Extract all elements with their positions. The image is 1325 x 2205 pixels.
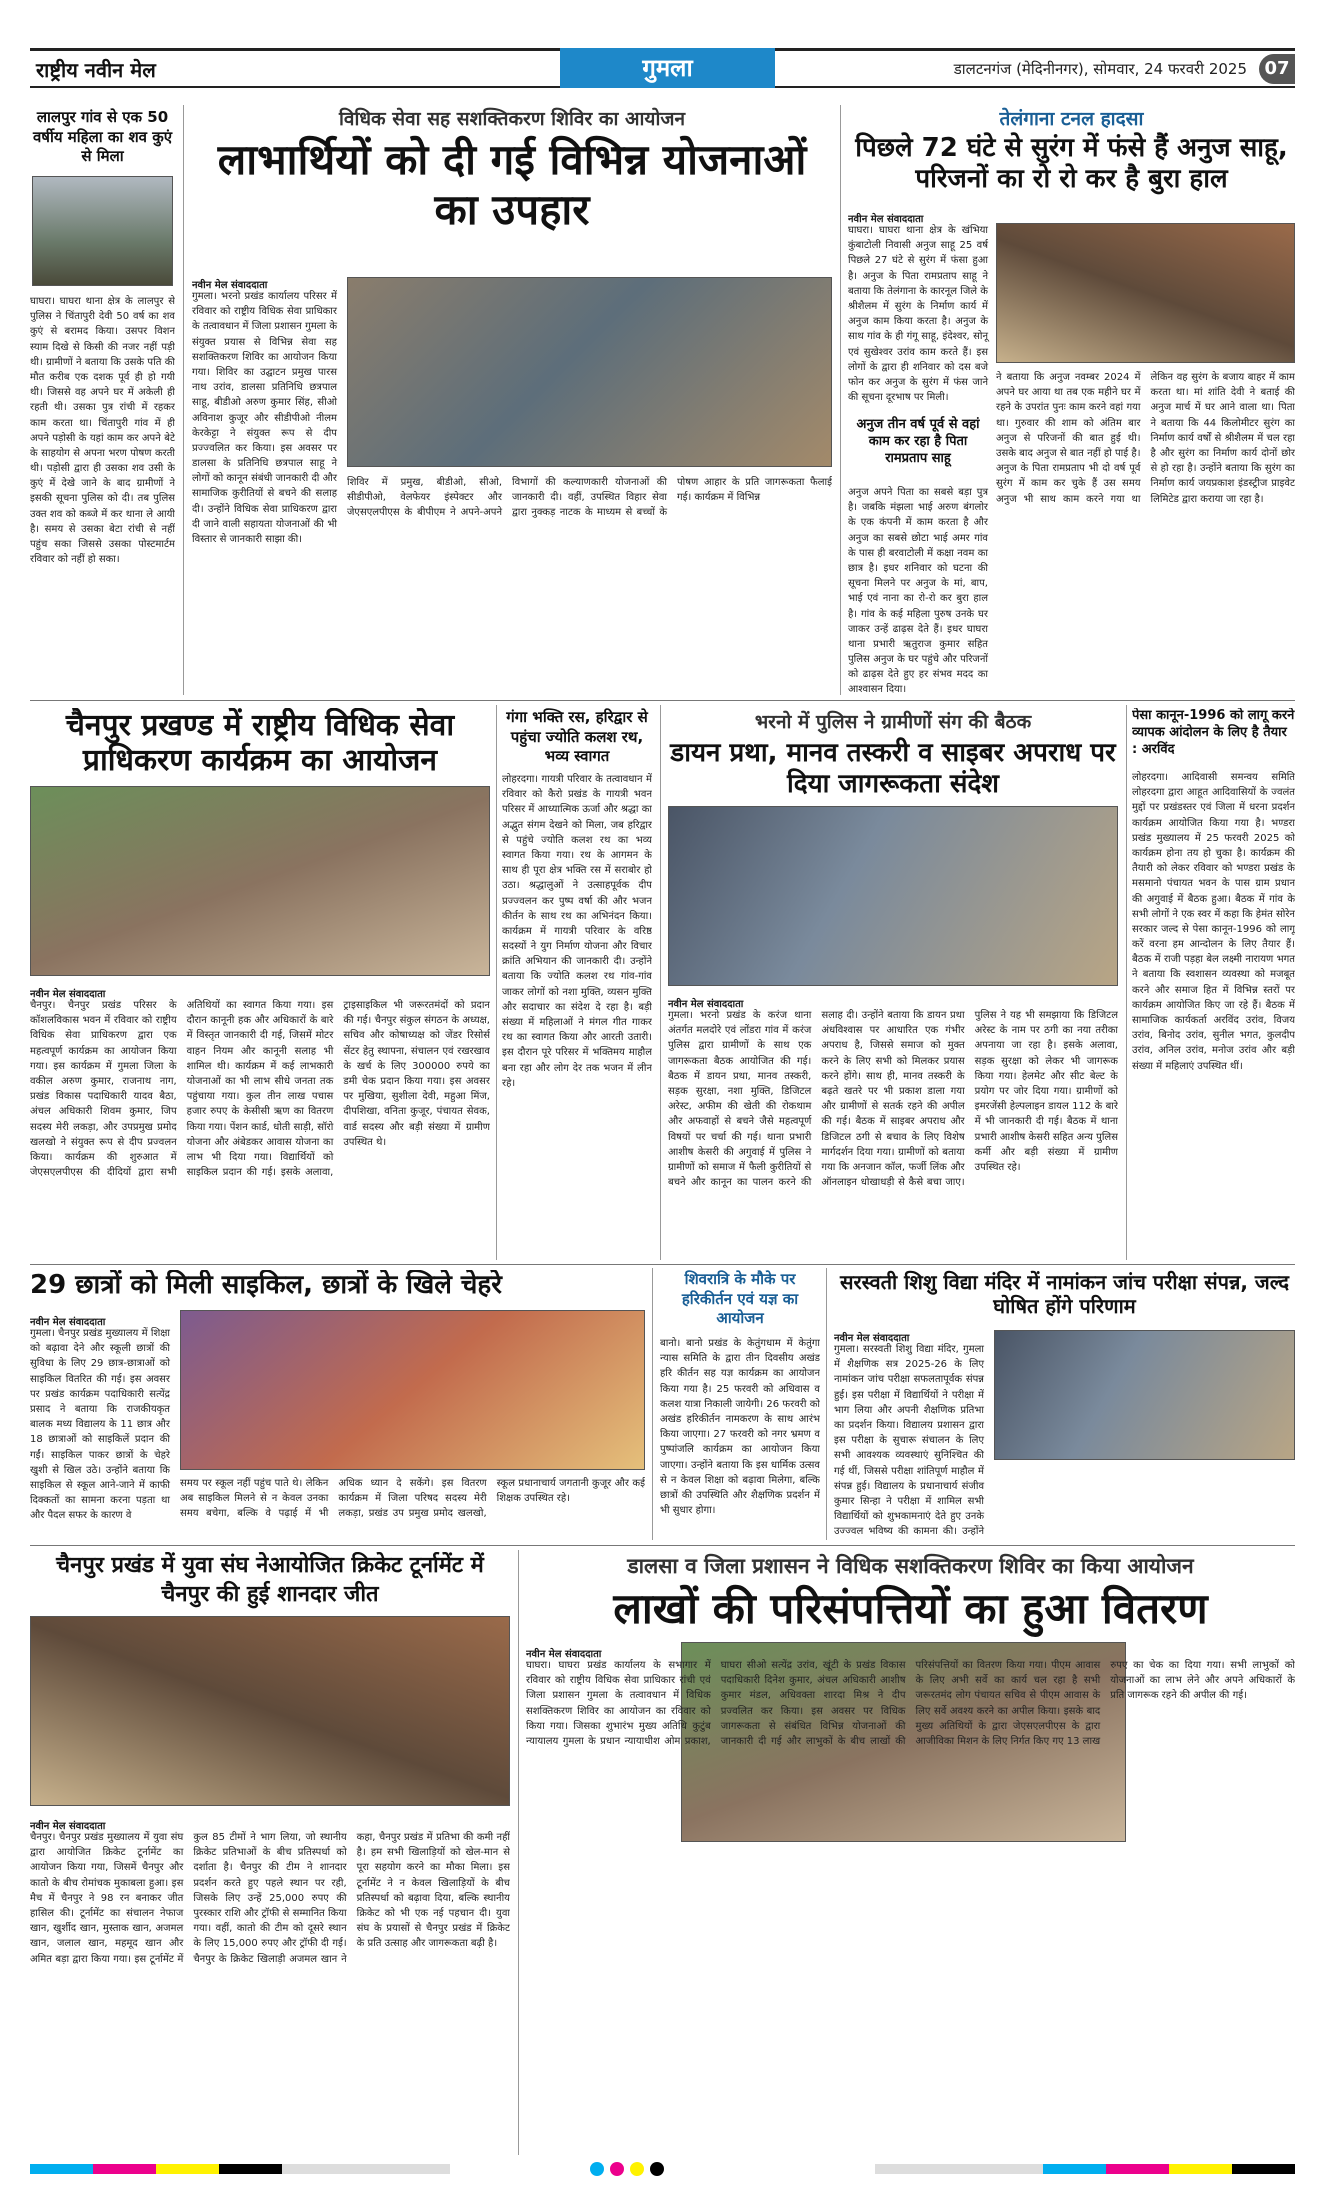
row-rule bbox=[30, 1264, 1295, 1265]
headline: शिवरात्रि के मौके पर हरिकीर्तन एवं यज्ञ का आयोजन bbox=[681, 1270, 799, 1327]
headline: पिछले 72 घंटे से सुरंग में फंसे हैं अनुज साहू, परिजनों का रो रो कर है बुरा हाल bbox=[855, 133, 1288, 194]
article-body-b: समय पर स्कूल नहीं पहुंच पाते थे। लेकिन अब साइकिल मिलने से न केवल उनका समय बचेगा, बल्कि वे पढ़ाई में भी अधिक ध्यान दे सकेंगे। इस वितरण कार्यक्रम में जिला परिषद सदस्य मेरी लकड़ा, प्रखंड उप प्रमुख प्रमोद खलखो, स्कूल प्रधानाचार्य जगतानी कुजूर और कई शिक्षक उपस्थित रहे। bbox=[180, 1478, 645, 1520]
family-photo bbox=[996, 223, 1295, 363]
byline: नवीन मेल संवाददाता bbox=[30, 1821, 106, 1832]
registration-mark bbox=[590, 2162, 604, 2176]
headline: चैनपुर प्रखंड में युवा संघ नेआयोजित क्रिकेट टूर्नामेंट में चैनपुर की हुई शानदार जीत bbox=[56, 1553, 484, 1607]
article-telangana bbox=[848, 105, 1295, 695]
article-body-b: ने बताया कि अनुज नवम्बर 2024 में अपने घर आया था तब एक महीने घर में रहने के उपरांत पुनः काम करने वहां गया था। गुरुवार की शाम को अंतिम बार अनुज से परिजनों की बात हुई थी। उसके बाद अनुज से बात नहीं हो पाई है। अनुज के पिता रामप्रताप भी दो वर्ष पूर्व सुरंग में काम कर चुके हैं उस समय अनुज भी साथ काम करने गया था लेकिन वह सुरंग के बजाय बाहर में काम करता था। मां शांति देवी ने बताई की अनुज मार्च में घर आने वाला था। पिता ने बताया कि 44 किलोमीटर सुरंग का निर्माण कार्य वर्षों से श्रीशैलम में चल रहा है और सुरंग का निर्माण कार्य दोनों छोर से हो रहा है। उन्होंने बताया कि सुरंग का निर्माण कार्य जयप्रकाश इंडस्ट्रीज प्राइवेट लिमिटेड द्वारा कराया जा रहा है। bbox=[996, 372, 1295, 505]
article-body: घाघरा। घाघरा प्रखंड कार्यालय के सभागार में रविवार को राष्ट्रीय विधिक सेवा प्राधिकार रांची एवं जिला प्रशासन गुमला के तत्वावधान में विधिक सशक्तिकरण शिविर का आयोजन का रविवार को किया गया। जिसका शुभारंभ मुख्य अतिथि कुटुंब न्यायालय गुमला के प्रधान न्यायाधीश ओम प्रकाश, घाघरा सीओ सत्येंद्र उरांव, खूंटी के प्रखंड विकास पदाधिकारी दिनेश कुमार, अंचल अधिकारी आशीष कुमार मंडल, अधिवक्ता शारदा मिश्र ने दीप प्रज्वलित कर किया। इस अवसर पर विधिक जागरूकता से संबंधित विभिन्न योजनाओं की जानकारी दी गई और लाभुकों के बीच लाखों की परिसंपत्तियों का वितरण किया गया। पीएम आवास के लिए अभी सर्वे का कार्य चल रहा है सभी जरूरतमंद लोग पंचायत सचिव से पीएम आवास के लिए सर्वे अवश्य करने का अपील किया। इसके बाद मुख्य अतिथियों के द्वारा जेएसएलपीएस के द्वारा आजीविका मिशन के लिए निर्गत किए गए 13 लाख रुपए का चेक का दिया गया। सभी लाभुकों को योजनाओं का लाभ लेने और अपने अधिकारों के प्रति जागरूक रहने की अपील की गई। bbox=[526, 1660, 1295, 1747]
cricket-photo bbox=[30, 1616, 510, 1806]
headline: डायन प्रथा, मानव तस्करी व साइबर अपराध पर दिया जागरूकता संदेश bbox=[670, 738, 1116, 799]
headline: लालपुर गांव से एक 50 वर्षीय महिला का शव कुएं से मिला bbox=[32, 108, 173, 165]
byline: नवीन मेल संवाददाता bbox=[192, 280, 268, 291]
byline: नवीन मेल संवाददाता bbox=[30, 1317, 106, 1328]
headline: सरस्वती शिशु विद्या मंदिर में नामांकन जांच परीक्षा संपन्न, जल्द घोषित होंगे परिणाम bbox=[839, 1270, 1289, 1319]
article-lalpur bbox=[30, 108, 175, 608]
headline: पेसा कानून-1996 को लागू करने व्यापक आंदोलन के लिए है तैयार : अरविंद bbox=[1132, 708, 1295, 757]
article-pesa bbox=[1132, 708, 1295, 1258]
well-photo bbox=[32, 176, 173, 286]
column-rule bbox=[518, 1550, 519, 2155]
article-dayan-pratha bbox=[668, 708, 1118, 1258]
column-rule bbox=[1126, 705, 1127, 1260]
color-bar-right bbox=[875, 2164, 1295, 2174]
article-legal-camp bbox=[192, 105, 832, 695]
article-body-left: गुमला। भरनो प्रखंड कार्यालय परिसर में रविवार को राष्ट्रीय विधिक सेवा प्राधिकार के तत्वावधान में जिला प्रशासन गुमला के संयुक्त प्रयास से विभिन्न सेवा सह सशक्तिकरण शिविर का आयोजन किया गया। शिविर का उद्घाटन प्रमुख पारस नाथ उरांव, डालसा प्रतिनिधि छत्रपाल साहू, बीडीओ अरुण कुमार सिंह, सीओ अविनाश कुजूर और सीडीपीओ नीलम केरकेट्टा ने संयुक्त रूप से दीप प्रज्ज्वलित कर किया। इस अवसर पर डालसा के प्रतिनिधि छत्रपाल साहू ने लोगों को कानून संबंधी जानकारी दी और सामाजिक कुरीतियों से बचने की सलाह दी। उन्होंने विधिक सेवा प्राधिकरण द्वारा दी जाने वाली सहायता योजनाओं की भी विस्तार से जानकारी साझा की। bbox=[192, 291, 337, 545]
column-rule bbox=[496, 705, 497, 1260]
headline: गंगा भक्ति रस, हरिद्वार से पहुंचा ज्योति कलश रथ, भव्य स्वागत bbox=[506, 708, 648, 765]
cycles-photo bbox=[180, 1310, 645, 1470]
camp-photo bbox=[347, 277, 832, 467]
column-rule bbox=[183, 105, 184, 695]
article-shivratri bbox=[660, 1270, 820, 1540]
headline: 29 छात्रों को मिली साइकिल, छात्रों के खिले चेहरे bbox=[30, 1270, 502, 1300]
article-body: चैनपुर। चैनपुर प्रखंड परिसर के कॉशलविकास भवन में रविवार को राष्ट्रीय विधिक सेवा प्राधिकरण द्वारा एक महत्वपूर्ण कार्यक्रम का आयोजन किया गया। इस कार्यक्रम में गुमला जिला के वकील अरुण कुमार, राजनाथ नाग, प्रखंड विकास पदाधिकारी यादव बैठा, अंचल अधिकारी शिवम कुमार, जिप सदस्य मेरी लकड़ा, और उपप्रमुख प्रमोद खलखो ने संयुक्त रूप से दीप प्रज्वलन किया। कार्यक्रम की शुरुआत में जेएसएलपीएस की दीदियों द्वारा सभी अतिथियों का स्वागत किया गया। इस दौरान कानूनी हक और अधिकारों के बारे में विस्तृत जानकारी दी गई, जिसमें मोटर वाहन नियम और कानूनी सलाह भी शामिल थी। कार्यक्रम में कई लाभकारी योजनाओं का भी लाभ सीधे जनता तक पहुंचाया गया। कुल तीन लाख पचास हजार रुपए के केसीसी ऋण का वितरण किया गया। पेंशन कार्ड, धोती साड़ी, सॉरो योजना और अंबेडकर आवास योजना का लाभ भी दिया गया। विद्यार्थियों को साइकिल प्रदान की गई। इसके अलावा, ट्राइसाइकिल भी जरूरतमंदों को प्रदान की गई। चैनपुर संकुल संगठन के अध्यक्ष, सचिव और कोषाध्यक्ष को जेंडर रिसोर्स सेंटर हेतु स्थापना, संचालन एवं रखरखाव के खर्च के लिए 300000 रुपये का डमी चेक प्रदान किया गया। इस अवसर पर मुखिया, सुशीला देवी, महुआ मिंज, दीपशिखा, वनिता कुजूर, पंचायत सेवक, वार्ड सदस्य और बड़ी संख्या में ग्रामीण उपस्थित थे। bbox=[30, 1000, 490, 1179]
registration-mark bbox=[610, 2162, 624, 2176]
article-saraswati bbox=[834, 1270, 1295, 1540]
print-registration-bar bbox=[30, 2160, 1295, 2178]
masthead bbox=[30, 48, 1295, 88]
column-rule bbox=[660, 705, 661, 1260]
article-body-a: गुमला। चैनपुर प्रखंड मुख्यालय में शिक्षा को बढ़ावा देने और स्कूली छात्रों की सुविधा के लिए 29 छात्र-छात्राओं को साइकिल वितरित की गई। इस अवसर पर प्रखंड कार्यक्रम पदाधिकारी सत्येंद्र प्रसाद ने बताया कि राजकीयकृत बालक मध्य विद्यालय के 11 छात्र और 18 छात्राओं को साइकिलें प्रदान की गईं। साइकिल पाकर छात्रों के चेहरे खुशी से खिल उठे। उन्होंने बताया कि साइकिल से स्कूल आने-जाने में काफी दिक्कतों का सामना करना पड़ता था और पैदल सफर के कारण वे bbox=[30, 1328, 170, 1522]
article-cycles bbox=[30, 1270, 645, 1540]
registration-mark bbox=[630, 2162, 644, 2176]
article-chainpur-legal bbox=[30, 708, 490, 1258]
article-body: गुमला। भरनो प्रखंड के करंज थाना अंतर्गत मलदोरे एवं लोंडरा गांव में करंज पुलिस द्वारा ग्रामीणों के साथ एक जागरूकता बैठक आयोजित की गई। बैठक में डायन प्रथा, मानव तस्करी, सड़क सुरक्षा, नशा मुक्ति, डिजिटल अरेस्ट, अफीम की खेती की रोकथाम और अफवाहों से बचने जैसे महत्वपूर्ण विषयों पर चर्चा की गई। थाना प्रभारी आशीष केसरी की अगुवाई में पुलिस ने ग्रामीणों को समाज में फैली कुरीतियों से बचने और कानून का पालन करने की सलाह दी। उन्होंने बताया कि डायन प्रथा अंधविश्वास पर आधारित एक गंभीर अपराध है, जिससे समाज को मुक्त करने के लिए सभी को मिलकर प्रयास करने होंगे। साथ ही, मानव तस्करी के बढ़ते खतरे पर भी प्रकाश डाला गया और ग्रामीणों से सतर्क रहने की अपील की गई। बैठक में साइबर अपराध और डिजिटल ठगी से बचाव के लिए विशेष मार्गदर्शन दिया गया। ग्रामीणों को बताया गया कि अनजान कॉल, फर्जी लिंक और ऑनलाइन धोखाधड़ी से कैसे बचा जाए। पुलिस ने यह भी समझाया कि डिजिटल अरेस्ट के नाम पर ठगी का नया तरीका अपनाया जा रहा है। इसके अलावा, सड़क सुरक्षा को लेकर भी जागरूक किया गया। हेलमेट और सीट बेल्ट के प्रयोग पर जोर दिया गया। ग्रामीणों को इमरजेंसी हेल्पलाइन डायल 112 के बारे में भी जानकारी दी गई। बैठक में थाना प्रभारी आशीष केसरी सहित अन्य पुलिस कर्मी और बड़ी संख्या में ग्रामीण उपस्थित रहे। bbox=[668, 1010, 1118, 1189]
page-number: 07 bbox=[1259, 54, 1295, 84]
byline: नवीन मेल संवाददाता bbox=[526, 1649, 602, 1660]
headline: चैनपुर प्रखण्ड में राष्ट्रीय विधिक सेवा प्राधिकरण कार्यक्रम का आयोजन bbox=[65, 708, 455, 779]
article-body: गुमला। सरस्वती शिशु विद्या मंदिर, गुमला में शैक्षणिक सत्र 2025-26 के लिए नामांकन जांच परीक्षा सफलतापूर्वक संपन्न हुई। इस परीक्षा में विद्यार्थियों ने परीक्षा में भाग लिया और अपनी शैक्षणिक प्रतिभा का प्रदर्शन किया। विद्यालय प्रशासन द्वारा इस परीक्षा के सुचारू संचालन के लिए सभी आवश्यक व्यवस्थाएं सुनिश्चित की गई थीं, जिससे परीक्षा शांतिपूर्ण माहौल में संपन्न हुई। विद्यालय के प्रधानाचार्य संजीव कुमार सिन्हा ने परीक्षा में शामिल सभी विद्यार्थियों को शुभकामनाएं देते हुए उनके उज्ज्वल भविष्य की कामना की। उन्होंने bbox=[834, 1344, 984, 1538]
article-body: लोहरदगा। गायत्री परिवार के तत्वावधान में रविवार को कैरो प्रखंड के गायत्री भवन परिसर में आध्यात्मिक ऊर्जा और श्रद्धा का अद्भुत संगम देखने को मिला, जब हरिद्वार से पहुंचे ज्योति कलश रथ का भव्य स्वागत किया गया। रथ के आगमन के साथ ही पूरा क्षेत्र भक्ति रस में सराबोर हो उठा। श्रद्धालुओं ने उत्साहपूर्वक दीप प्रज्ज्वलन कर पुष्प वर्षा की और भजन कीर्तन के साथ रथ का अभिनंदन किया। कार्यक्रम में गायत्री परिवार के वरिष्ठ सदस्यों ने युग निर्माण योजना और विचार क्रांति अभियान की जानकारी दी। उन्होंने बताया कि ज्योति कलश रथ गांव-गांव जाकर लोगों को नशा मुक्ति, व्यसन मुक्ति और सदाचार का संदेश दे रहा है। बड़ी संख्या में महिलाओं ने मंगल गीत गाकर रथ का स्वागत किया और आरती उतारी। इस दौरान पूरे परिसर में भक्तिमय माहौल बना रहा और लोग देर तक भजन में लीन रहे। bbox=[502, 774, 652, 1089]
kicker: तेलंगाना टनल हादसा bbox=[999, 108, 1144, 130]
column-rule bbox=[840, 105, 841, 695]
legal-program-photo bbox=[30, 786, 490, 976]
article-cricket bbox=[30, 1552, 510, 2152]
pull-quote: अनुज तीन वर्ष पूर्व से वहां काम कर रहा है पिता रामप्रताप साहू bbox=[856, 417, 980, 466]
byline: नवीन मेल संवाददाता bbox=[668, 999, 744, 1010]
newspaper-logo: राष्ट्रीय नवीन मेल bbox=[36, 58, 156, 82]
color-bar-left bbox=[30, 2164, 450, 2174]
kicker: डालसा व जिला प्रशासन ने विधिक सशक्तिकरण शिविर का किया आयोजन bbox=[627, 1554, 1194, 1578]
byline: नवीन मेल संवाददाता bbox=[834, 1333, 910, 1344]
article-ganga-kalash bbox=[502, 708, 652, 1258]
section-tab[interactable]: गुमला bbox=[560, 48, 775, 88]
article-body: घाघरा। घाघरा थाना क्षेत्र के खंभिया कुंबाटोली निवासी अनुज साहू 25 वर्ष पिछले 27 घंटे से सुरंग में फंसा हुआ है। अनुज के पिता रामप्रताप साहू ने बताया कि तेलंगाना के कारनूल जिले के श्रीशैलम में सुरंग के निर्माण कार्य में अनुज काम किया करता है। अनुज के साथ गांव के ही गंगू साहू, इंदेश्वर, सोनू एवं सुखेश्वर उरांव काम करते हैं। इस लोगों के द्वारा ही शनिवार को दस बजे फोन कर अनुज के सुरंग में फंस जाने की सूचना दूरभाष पर मिली। bbox=[848, 225, 988, 404]
headline: लाखों की परिसंपत्तियों का हुआ वितरण bbox=[613, 1584, 1208, 1633]
article-body-c: अनुज अपने पिता का सबसे बड़ा पुत्र है। जबकि मंझला भाई अरुण बंगलोर के एक कंपनी में काम करता है और अनुज का सबसे छोटा भाई अमर गांव के पास ही बरवाटोली में कक्षा नवम का छात्र है। इधर शनिवार को घटना की सूचना मिलने पर अनुज के मां, बाप, भाई एवं नाना का रो-रो कर बुरा हाल है। गांव के कई महिला पुरुष उनके घर जाकर उन्हें ढाढ़स देते हैं। इधर घाघरा थाना प्रभारी ऋतुराज कुमार सहित पुलिस अनुज के घर पहुंचे और परिजनों को ढाढ़स देते हुए हर संभव मदद का आश्वासन दिया। bbox=[848, 487, 988, 695]
exam-photo bbox=[994, 1330, 1295, 1460]
row-rule bbox=[30, 1545, 1295, 1546]
row-rule bbox=[30, 700, 1295, 701]
kicker: विधिक सेवा सह सशक्तिकरण शिविर का आयोजन bbox=[338, 108, 686, 130]
byline: नवीन मेल संवाददाता bbox=[30, 989, 106, 1000]
article-assets bbox=[526, 1552, 1295, 2152]
article-body: बानो। बानो प्रखंड के केतुंगधाम में केतुंगा न्यास समिति के द्वारा तीन दिवसीय अखंड हरि कीर्तन सह यज्ञ कार्यक्रम का आयोजन किया गया है। 25 फरवरी को अधिवास व कलश यात्रा निकाली जायेगी। 26 फरवरी को अखंड हरिकीर्तन नामकरण के साथ आरंभ किया जाएगा। 27 फरवरी को नगर भ्रमण व पुष्पांजलि कार्यक्रम का आयोजन किया जाएगा। उन्होंने बताया कि इस धार्मिक उत्सव से न केवल शिक्षा को बढ़ावा मिलेगा, बल्कि छात्रों की उपस्थिति और शैक्षणिक प्रदर्शन में भी सुधार होगा। bbox=[660, 1338, 820, 1517]
byline: नवीन मेल संवाददाता bbox=[848, 214, 924, 225]
headline: लाभार्थियों को दी गई विभिन्न योजनाओं का उपहार bbox=[217, 135, 807, 234]
article-body: घाघरा। घाघरा थाना क्षेत्र के लालपुर से पुलिस ने चिंतापुरी देवी 50 वर्ष का शव कुएं से बरामद किया। उसपर विशन स्याम दिखे से किसी की नजर नहीं पड़ी थी। ग्रामीणों ने बताया कि उसके पति की मौत करीब एक दशक पूर्व ही हो गयी थी। जिससे वह अपने घर में अकेली ही रहती थी। उसका पुत्र रांची में रहकर काम करता था। चिंतापुरी गांव में ही अपने पड़ोसी के यहां काम कर अपने बेटे के साहयोग से अपना भरण पोषण करती थी। पड़ोसी द्वारा ही उसका शव उसी के कुएं में देखे जाने के बाद ग्रामीणों ने इसकी सूचना पुलिस को दी। तब पुलिस उक्त शव को कब्जे में कर थाना ले आयी है। समय से उसका बेटा रांची से नहीं पहुंच सका जिससे उसका पोस्टमार्टम रविवार को नहीं हो सका। bbox=[30, 296, 175, 566]
meeting-photo bbox=[668, 806, 1118, 986]
registration-mark bbox=[650, 2162, 664, 2176]
article-body: चैनपुर। चैनपुर प्रखंड मुख्यालय में युवा संघ द्वारा आयोजित क्रिकेट टूर्नामेंट का आयोजन किया गया, जिसमें चैनपुर और कातो के बीच रोमांचक मुकाबला हुआ। इस मैच में चैनपुर ने 98 रन बनाकर जीत हासिल की। टूर्नामेंट का संचालन नेफाज खान, खुर्शीद खान, मुस्ताक खान, अजमल खान, जलाल खान, महमूद खान और अमित बड़ा द्वारा किया गया। इस टूर्नामेंट में कुल 85 टीमों ने भाग लिया, जो स्थानीय क्रिकेट प्रतिभाओं के बीच प्रतिस्पर्धा को दर्शाता है। चैनपुर की टीम ने शानदार प्रदर्शन करते हुए पहले स्थान पर रही, जिसके लिए उन्हें 25,000 रुपए की पुरस्कार राशि और ट्रॉफी से सम्मानित किया गया। वहीं, कातो की टीम को दूसरे स्थान के लिए 15,000 रुपए और ट्रॉफी दी गई। चैनपुर के क्रिकेट खिलाड़ी अजमल खान ने कहा, चैनपुर प्रखंड में प्रतिभा की कमी नहीं है। हम सभी खिलाड़ियों को खेल-मान से पूरा सहयोग करने का मौका मिला। इस टूर्नामेंट ने न केवल खिलाड़ियों के बीच प्रतिस्पर्धा को बढ़ावा दिया, बल्कि स्थानीय क्रिकेट को भी एक नई पहचान दी। युवा संघ के प्रयासों से चैनपुर प्रखंड में क्रिकेट के प्रति उत्साह और जागरूकता बढ़ी है। bbox=[30, 1832, 510, 1965]
kicker: भरनो में पुलिस ने ग्रामीणों संग की बैठक bbox=[754, 711, 1032, 733]
photo-caption: शिविर में प्रमुख, बीडीओ, सीओ, सीडीपीओ, वेलफेयर इंस्पेक्टर और जेएसएलपीएस के बीपीएम ने अपने-अपने विभागों की कल्याणकारी योजनाओं की जानकारी दी। वहीं, उपस्थित विहार सेवा द्वारा नुक्कड़ नाटक के माध्यम से बच्चों के पोषण आहार के प्रति जागरूकता फैलाई गई। कार्यक्रम में विभिन्न bbox=[347, 477, 832, 519]
dateline: डालटनगंज (मेदिनीनगर), सोमवार, 24 फरवरी 2025 bbox=[953, 60, 1247, 78]
column-rule bbox=[826, 1268, 827, 1540]
article-body: लोहरदगा। आदिवासी समन्वय समिति लोहरदगा द्वारा आहूत आदिवासियों के ज्वलंत मुद्दों पर प्रखंडस्तर एवं जिला में धरना प्रदर्शन कार्यक्रम आयोजित किया गया है। भण्डरा प्रखंड मुख्यालय में 25 फरवरी 2025 को कार्यक्रम होना तय हो चुका है। कार्यक्रम की तैयारी को लेकर रविवार को भण्डरा प्रखंड के मसमानो पंचायत भवन के पास ग्राम प्रधान की अगुवाई में बैठक हुआ। बैठक में गांव के सभी लोगों ने एक स्वर में कहा कि हेमंत सोरेन सरकार जल्द से पेसा कानून-1996 को लागू करें वरना हम आन्दोलन के लिए तैयार हैं। बैठक में राजी पड़हा बेल लक्ष्मी नारायण भगत ने बताया कि स्वशासन व्यवस्था को मजबूत करने और समाज हित में विभिन्न स्तरों पर कार्यक्रम आयोजित किए जा रहे हैं। बैठक में सामाजिक कार्यकर्ता अरविंद उरांव, विजय उरांव, बिनोद उरांव, सुनील भगत, कुलदीप उरांव, अनिल उरांव, मनोज उरांव और बड़ी संख्या में महिलाएं उपस्थित थीं। bbox=[1132, 772, 1295, 1072]
column-rule bbox=[652, 1268, 653, 1540]
